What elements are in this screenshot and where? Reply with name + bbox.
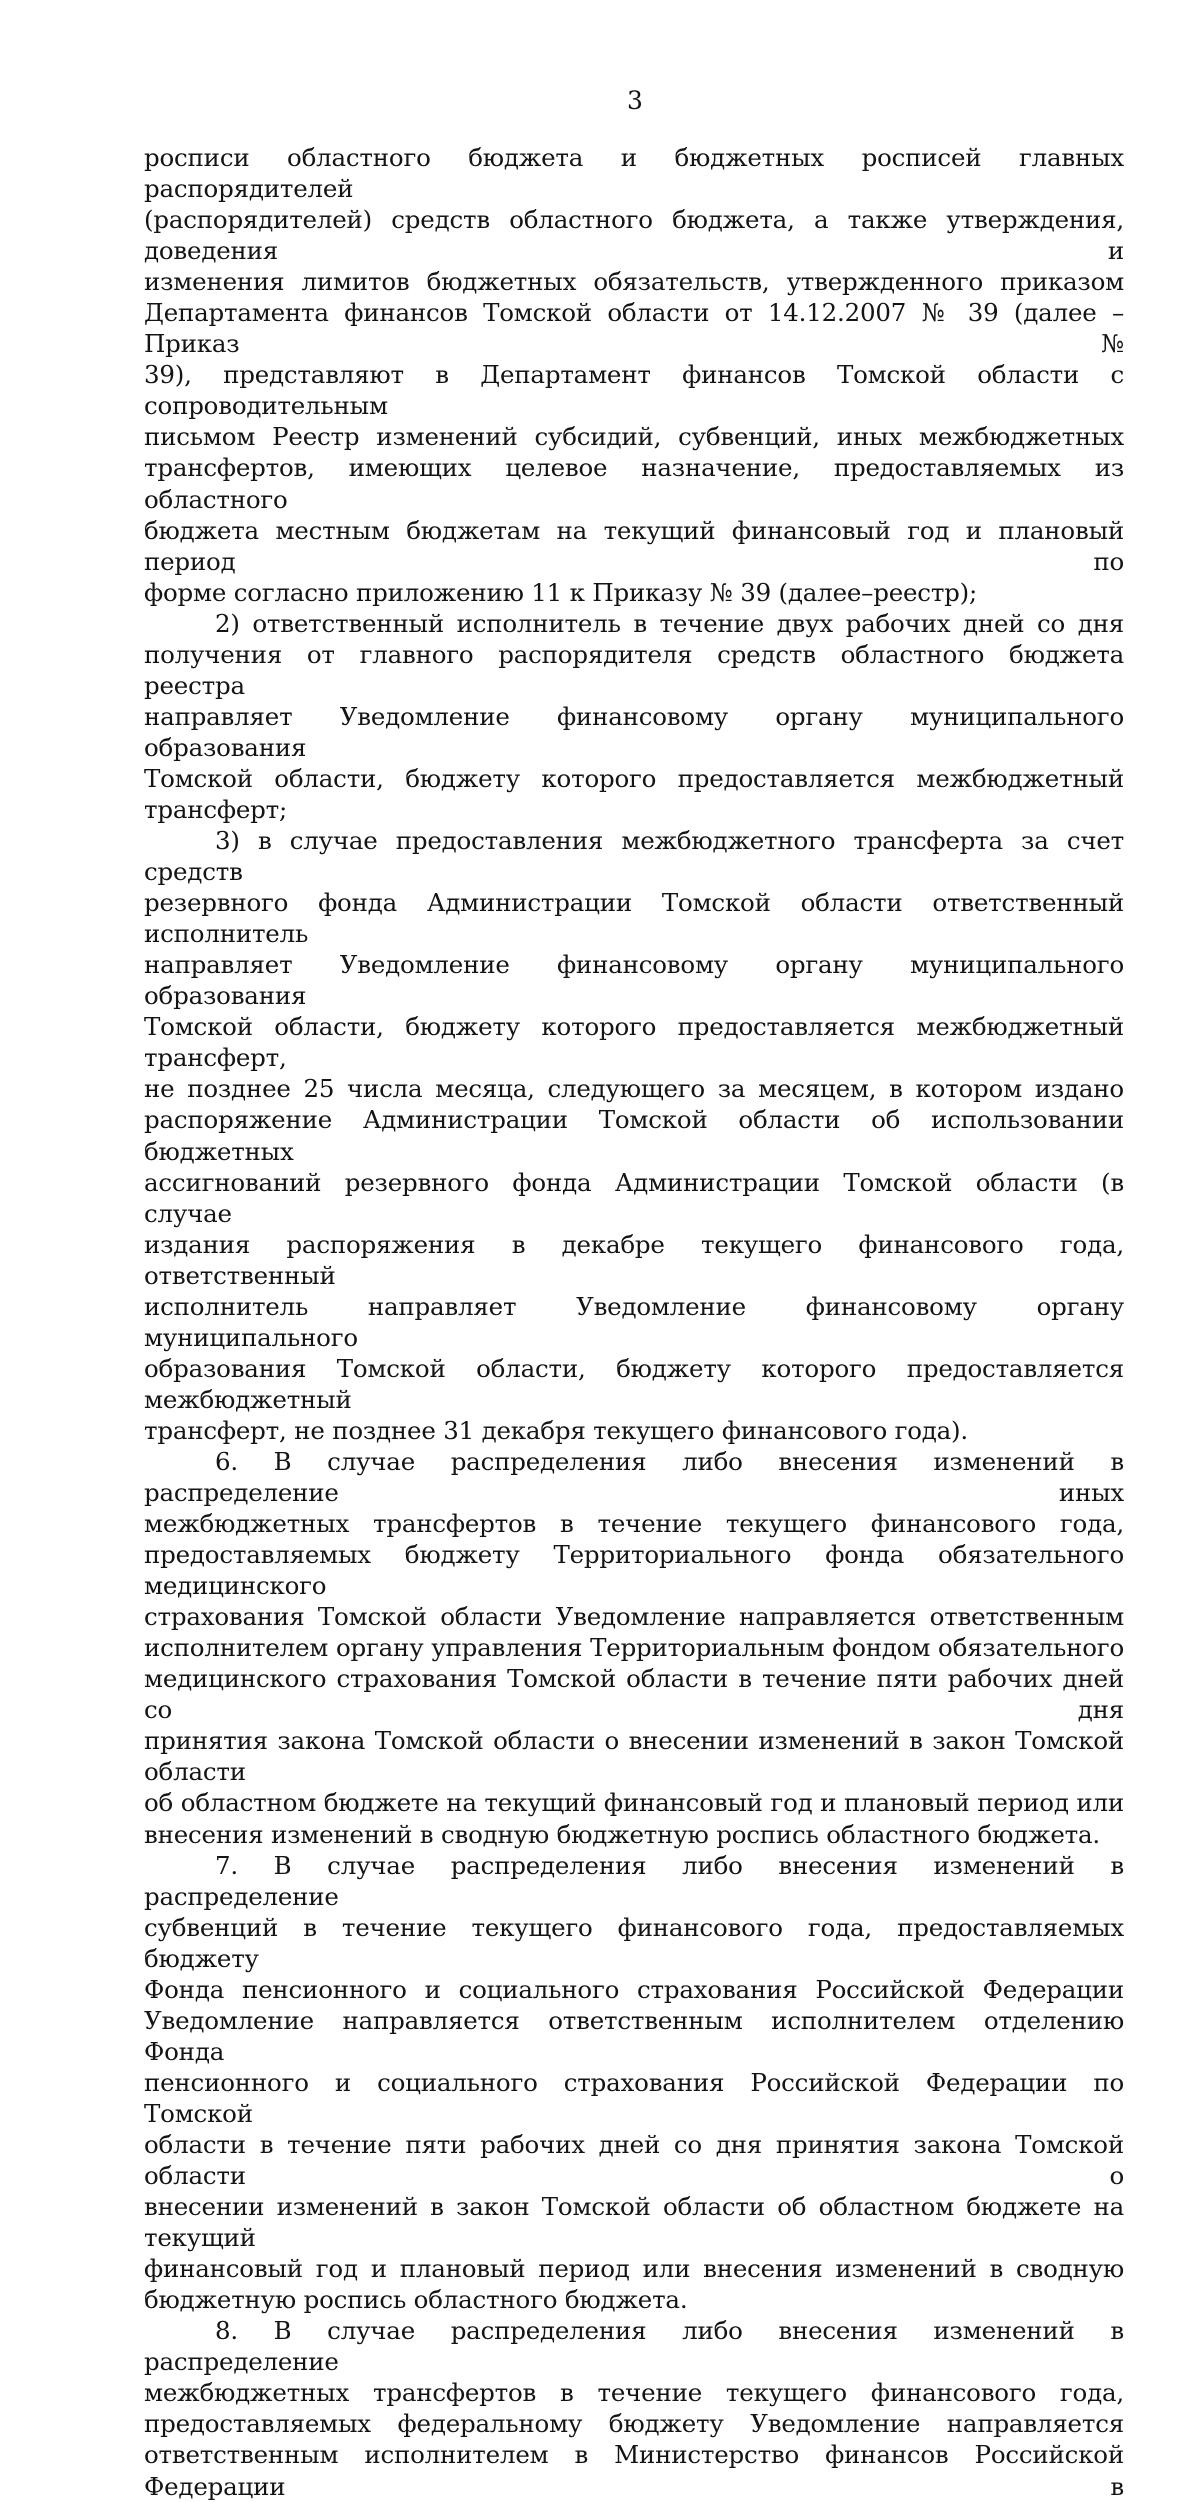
text-line: получения от главного распорядителя средств областного бюджета реестра <box>144 639 1124 700</box>
text-line: 8. В случае распределения либо внесения изменений в распределение <box>144 2316 1124 2377</box>
page-number: 3 <box>627 86 643 115</box>
text-line: резервного фонда Администрации Томской области ответственный исполнитель <box>144 888 1124 949</box>
text-line: 7. В случае распределения либо внесения изменений в распределение <box>144 1850 1124 1911</box>
text-line: страхования Томской области Уведомление направляется ответственным <box>144 1602 1124 1632</box>
text-line: образования Томской области, бюджету которого предоставляется межбюджетный <box>144 1353 1124 1414</box>
text-line: Томской области, бюджету которого предоставляется межбюджетный трансферт; <box>144 763 1124 824</box>
text-line: субвенций в течение текущего финансового года, предоставляемых бюджету <box>144 1912 1124 1973</box>
text-line: росписи областного бюджета и бюджетных росписей главных распорядителей <box>144 143 1124 204</box>
text-line: внесении изменений в закон Томской области об областном бюджете на текущий <box>144 2192 1124 2253</box>
text-line: бюджетную роспись областного бюджета. <box>144 2285 688 2315</box>
text-line: форме согласно приложению 11 к Приказу № 39 (далее–реестр); <box>144 577 978 607</box>
text-line: межбюджетных трансфертов в течение текущего финансового года, <box>144 1509 1124 1539</box>
text-line: медицинского страхования Томской области в течение пяти рабочих дней со дня <box>144 1664 1124 1725</box>
text-line: Уведомление направляется ответственным исполнителем отделению Фонда <box>144 2005 1124 2066</box>
text-line: издания распоряжения в декабре текущего финансового года, ответственный <box>144 1229 1124 1290</box>
text-line: 3) в случае предоставления межбюджетного трансферта за счет средств <box>144 826 1124 887</box>
text-line: письмом Реестр изменений субсидий, субвенций, иных межбюджетных <box>144 422 1124 452</box>
text-line: предоставляемых бюджету Территориального фонда обязательного медицинского <box>144 1540 1124 1601</box>
text-line: межбюджетных трансфертов в течение текущего финансового года, <box>144 2378 1124 2408</box>
text-line: изменения лимитов бюджетных обязательств, утвержденного приказом <box>144 267 1124 297</box>
text-line: 6. В случае распределения либо внесения изменений в распределение иных <box>144 1446 1124 1508</box>
paragraph <box>144 2315 1124 2501</box>
text-line: Томской области, бюджету которого предоставляется межбюджетный трансферт, <box>144 1012 1124 1073</box>
text-line: ответственным исполнителем в Министерство финансов Российской Федерации в <box>144 2440 1124 2501</box>
text-line: Фонда пенсионного и социального страхования Российской Федерации <box>144 1974 1124 2004</box>
text-line: 39), представляют в Департамент финансов Томской области с сопроводительным <box>144 360 1124 421</box>
paragraph <box>144 1850 1124 2316</box>
paragraph <box>144 608 1124 825</box>
text-line: бюджета местным бюджетам на текущий финансовый год и плановый период по <box>144 515 1124 576</box>
text-line: пенсионного и социального страхования Российской Федерации по Томской <box>144 2067 1124 2128</box>
text-line: области в течение пяти рабочих дней со дня принятия закона Томской области о <box>144 2130 1124 2191</box>
text-line: (распорядителей) средств областного бюджета, а также утверждения, доведения и <box>144 205 1124 266</box>
text-line: об областном бюджете на текущий финансовый год и плановый период или <box>144 1788 1124 1818</box>
paragraph <box>144 825 1124 1446</box>
text-line: трансферт, не позднее 31 декабря текущего финансового года). <box>144 1415 969 1445</box>
text-line: финансовый год и плановый период или внесения изменений в сводную <box>144 2254 1124 2284</box>
text-line: Департамента финансов Томской области от 14.12.2007 № 39 (далее – Приказ № <box>144 298 1124 359</box>
text-line: не позднее 25 числа месяца, следующего за месяцем, в котором издано <box>144 1074 1124 1104</box>
paragraph <box>144 142 1124 608</box>
text-line: трансфертов, имеющих целевое назначение, предоставляемых из областного <box>144 453 1124 514</box>
text-line: ассигнований резервного фонда Администрации Томской области (в случае <box>144 1167 1124 1228</box>
text-line: направляет Уведомление финансовому органу муниципального образования <box>144 950 1124 1011</box>
paragraph <box>144 1446 1124 1850</box>
text-line: принятия закона Томской области о внесении изменений в закон Томской области <box>144 1726 1124 1787</box>
text-line: распоряжение Администрации Томской области об использовании бюджетных <box>144 1105 1124 1166</box>
text-line: направляет Уведомление финансовому органу муниципального образования <box>144 701 1124 762</box>
text-line: предоставляемых федеральному бюджету Уведомление направляется <box>144 2409 1124 2439</box>
text-line: исполнителем органу управления Территориальным фондом обязательного <box>144 1633 1124 1663</box>
text-line: 2) ответственный исполнитель в течение двух рабочих дней со дня <box>215 608 1124 638</box>
text-line: исполнитель направляет Уведомление финансовому органу муниципального <box>144 1291 1124 1352</box>
document-body <box>144 142 1124 2502</box>
text-line: внесения изменений в сводную бюджетную роспись областного бюджета. <box>144 1819 1101 1849</box>
